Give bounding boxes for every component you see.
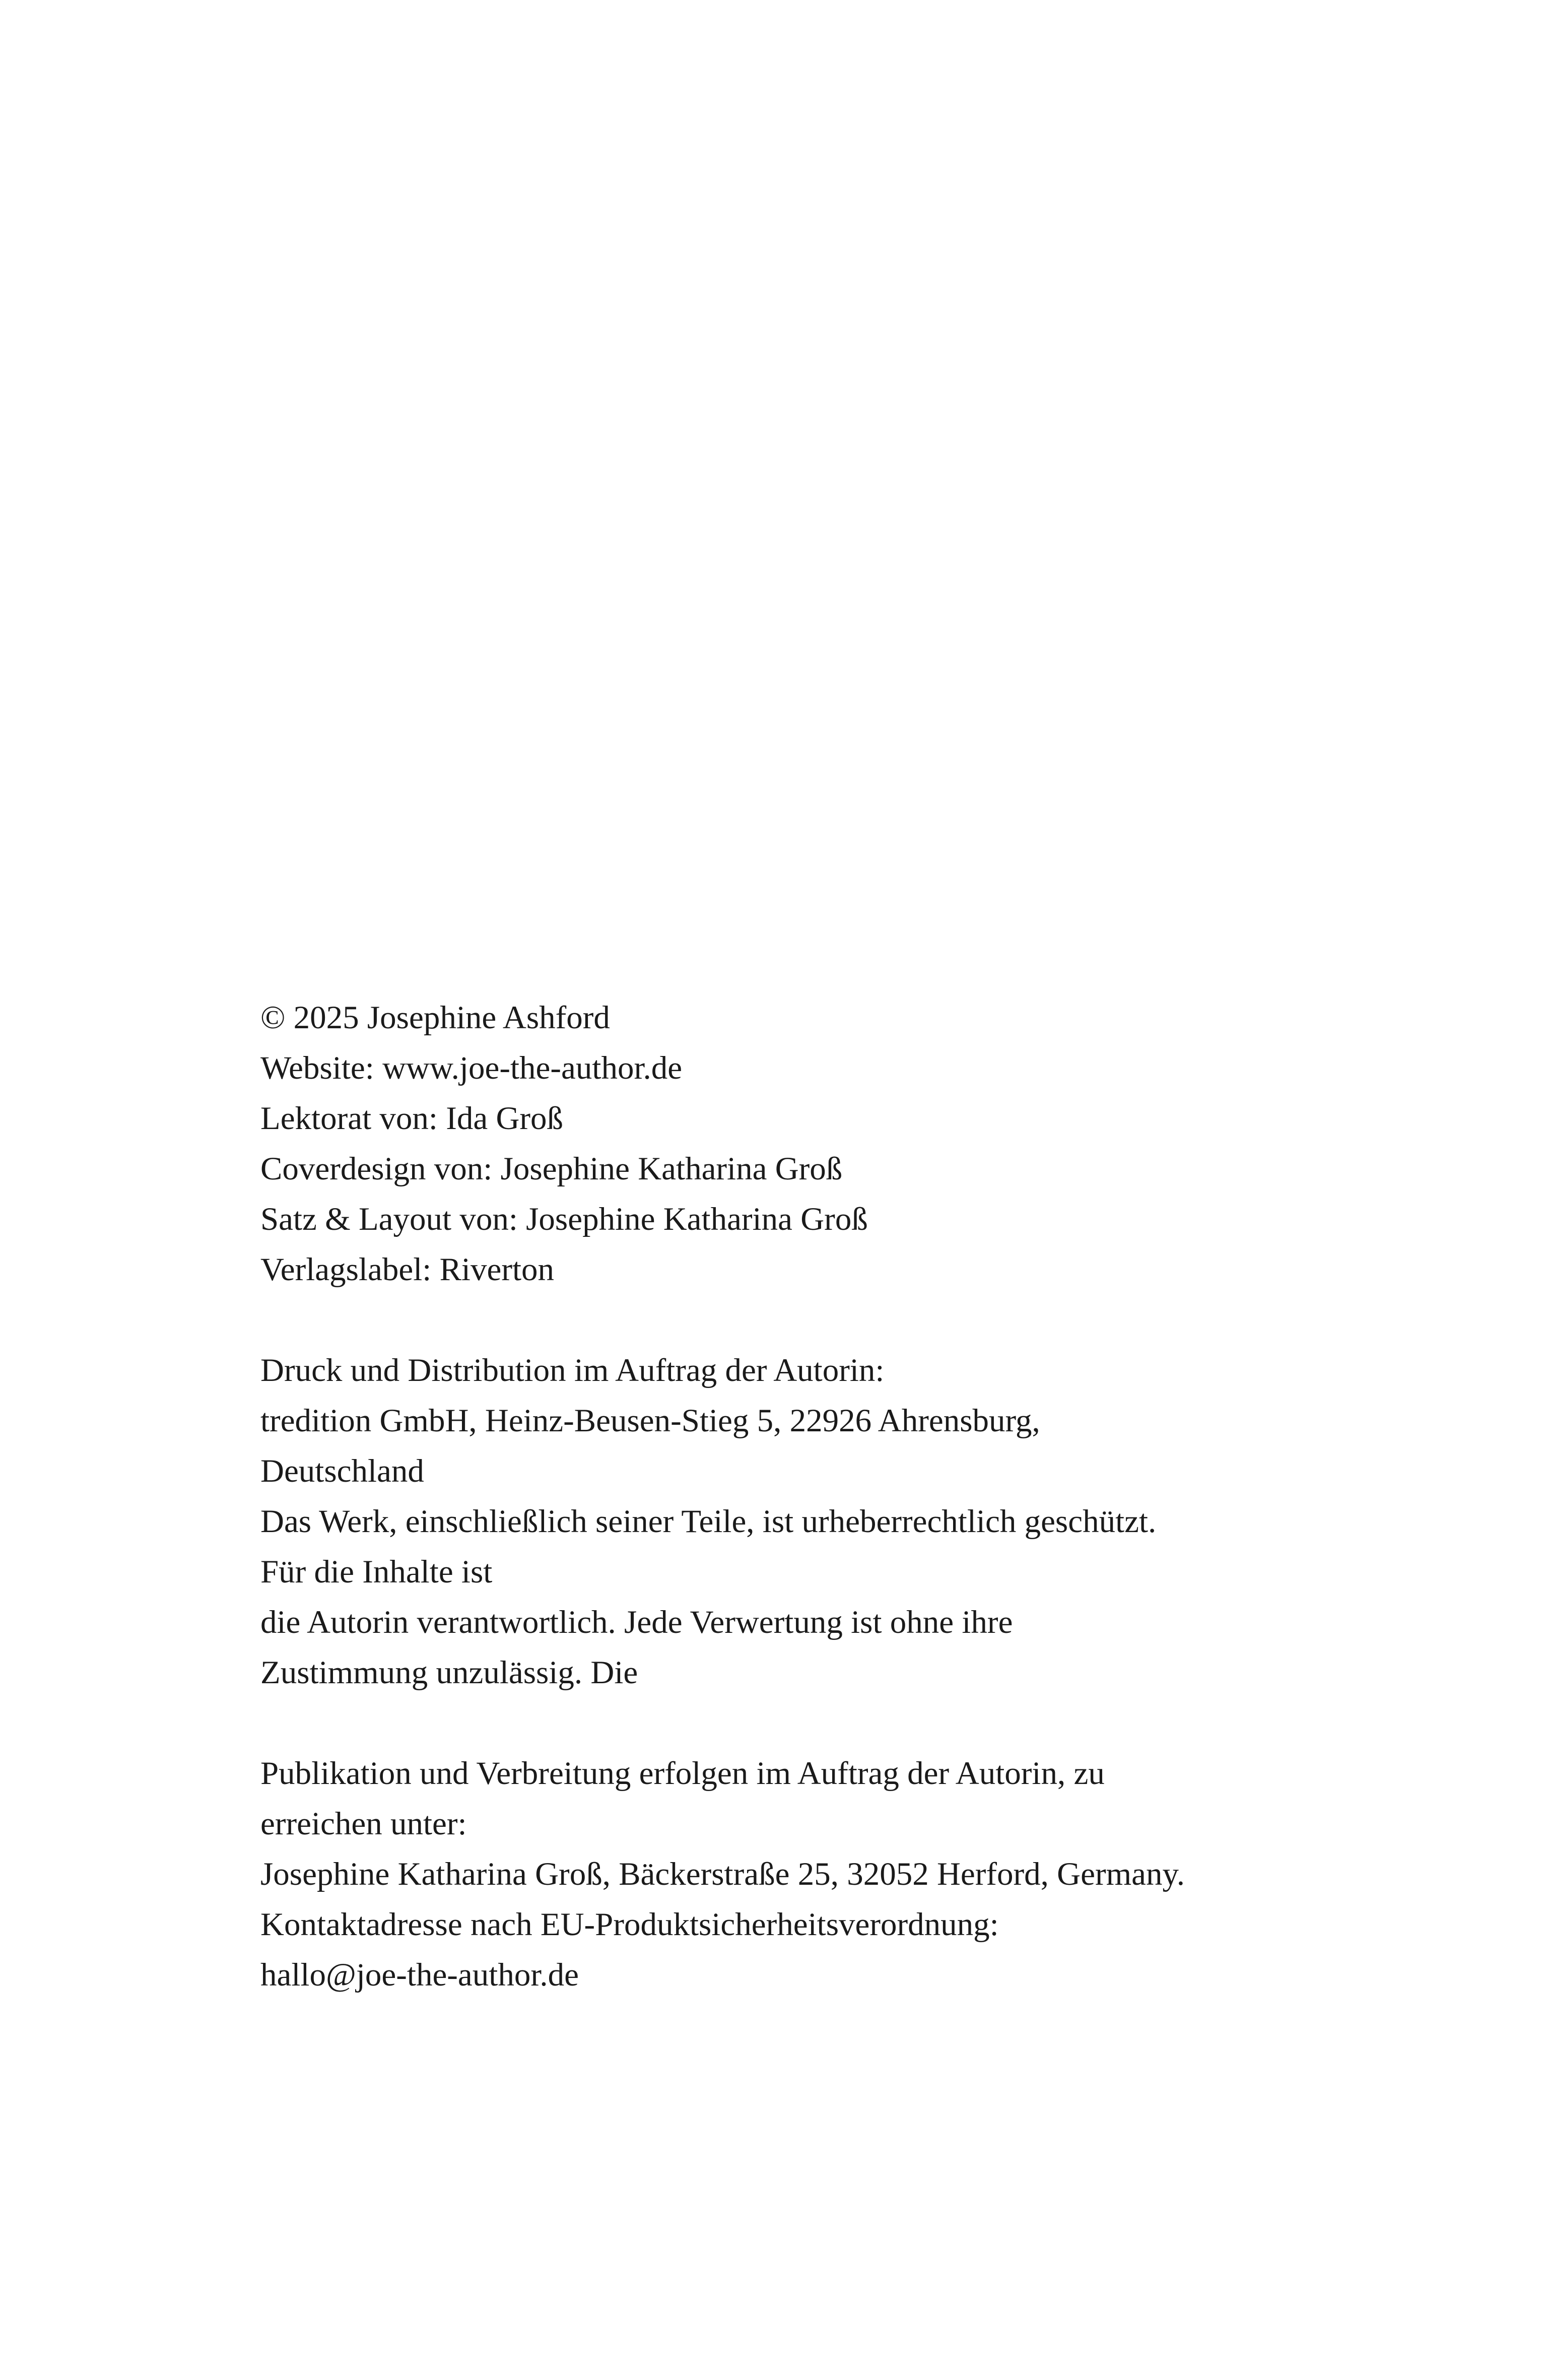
cover-design-line: Coverdesign von: Josephine Katharina Groß <box>260 1151 843 1187</box>
website-line: Website: www.joe-the-author.de <box>260 1050 683 1086</box>
publisher-label-line: Verlagslabel: Riverton <box>260 1251 555 1288</box>
imprint-text <box>260 993 1318 2000</box>
copyright-notice-line: Das Werk, einschließlich seiner Teile, ist urheberrechtlich geschützt. <box>260 1503 1157 1540</box>
printer-country-line: Deutschland <box>260 1453 424 1489</box>
contact-regulation-line: Kontaktadresse nach EU-Produktsicherheitsverordnung: <box>260 1906 999 1943</box>
consent-line: Zustimmung unzulässig. Die <box>260 1655 638 1691</box>
publication-line: Publikation und Verbreitung erfolgen im Auftrag der Autorin, zu <box>260 1755 1105 1792</box>
paragraph-gap <box>260 1698 1318 1748</box>
paragraph-gap <box>260 1295 1318 1345</box>
reachable-line: erreichen unter: <box>260 1806 467 1842</box>
contact-email-line: hallo@joe-the-author.de <box>260 1957 579 1993</box>
editor-line: Lektorat von: Ida Groß <box>260 1100 564 1137</box>
author-address-line: Josephine Katharina Groß, Bäckerstraße 25, 32052 Herford, Germany. <box>260 1856 1185 1892</box>
printer-address-line: tredition GmbH, Heinz-Beusen-Stieg 5, 22926 Ahrensburg, <box>260 1403 1040 1439</box>
layout-line: Satz & Layout von: Josephine Katharina Groß <box>260 1201 868 1237</box>
copyright-line: © 2025 Josephine Ashford <box>260 1000 610 1036</box>
print-distribution-line: Druck und Distribution im Auftrag der Autorin: <box>260 1352 885 1389</box>
author-responsibility-line: die Autorin verantwortlich. Jede Verwertung ist ohne ihre <box>260 1604 1013 1640</box>
content-responsibility-line: Für die Inhalte ist <box>260 1554 493 1590</box>
